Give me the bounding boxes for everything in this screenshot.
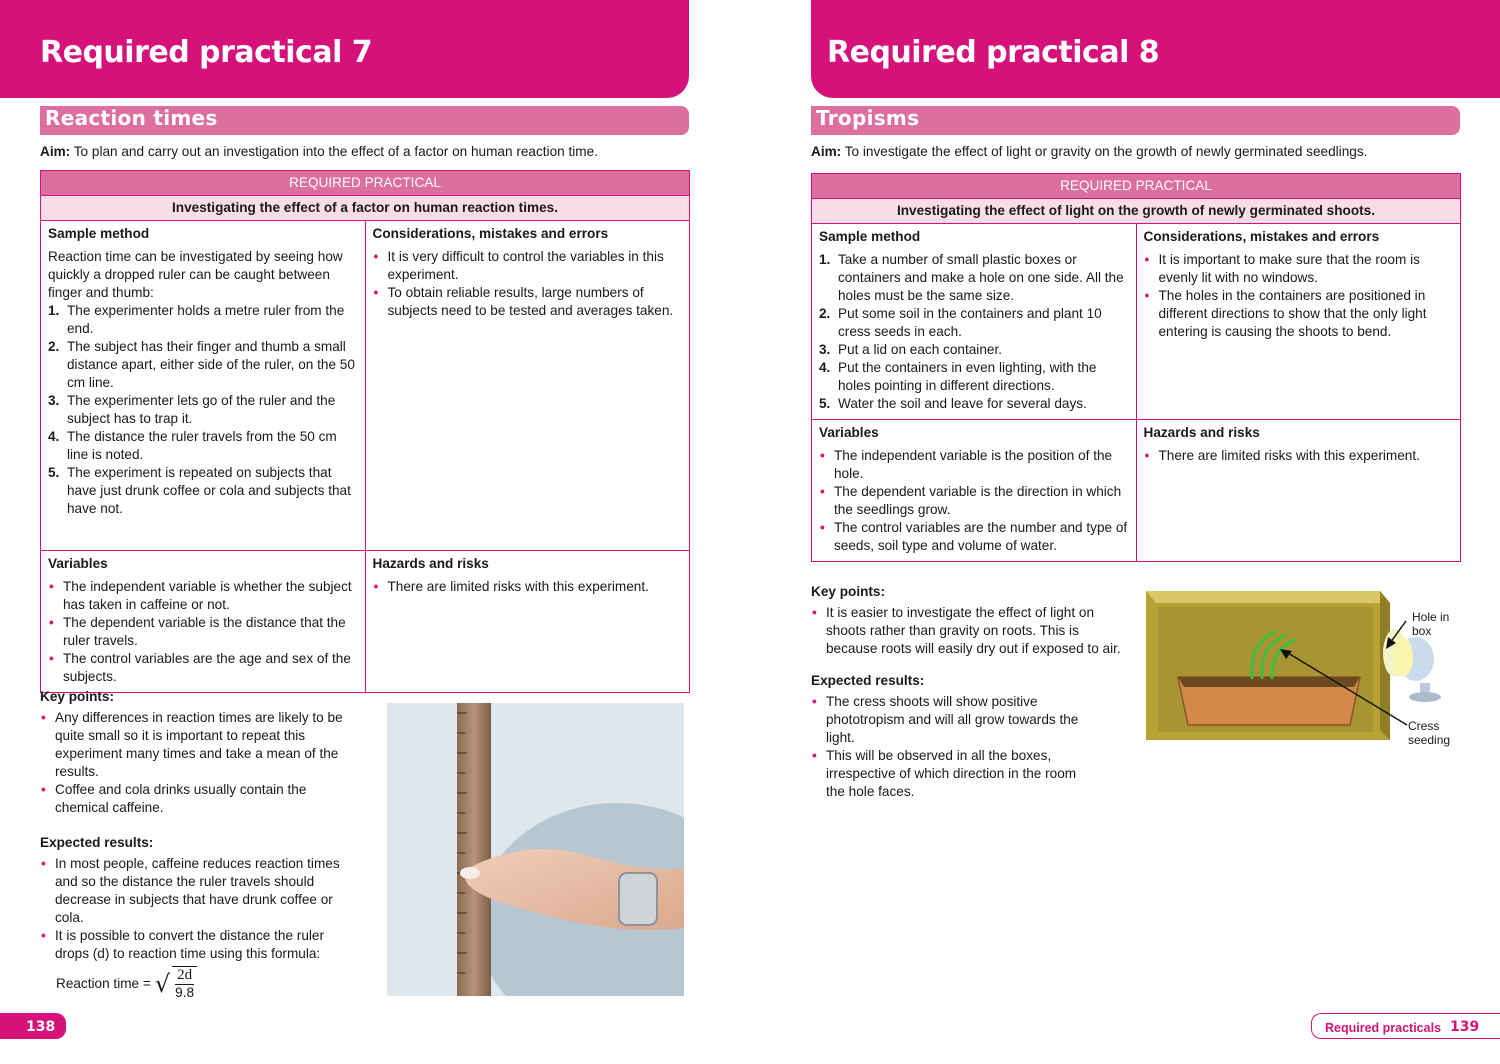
expected-title: Expected results: [811,673,925,688]
expected-results-right [811,672,1091,801]
key-points-left [40,688,360,817]
label-line: seeding [1408,733,1451,747]
list-item: • The dependent variable is the distance that the ruler travels. [48,614,358,650]
label-line: box [1412,624,1432,638]
footer-label: Required practicals [1325,1021,1442,1035]
considerations-title: Considerations, mistakes and errors [372,226,609,241]
list-item: 1. The experimenter holds a metre ruler from the end. [48,303,345,336]
box-light-seedlings-diagram [1140,585,1470,760]
method-steps [819,251,1129,413]
table-subheader: Investigating the effect of a factor on human reaction times. [41,196,690,221]
list-item: • There are limited risks with this experiment. [1144,447,1454,465]
list-item: 3. Put a lid on each container. [819,342,1002,357]
list-item: • Coffee and cola drinks usually contain the chemical caffeine. [40,781,360,817]
formula-denominator: 9.8 [175,985,195,1000]
hazards-list [373,578,683,596]
list-item: • The control variables are the number and type of seeds, soil type and volume of water. [819,519,1129,555]
square-root-symbol: √ [154,969,171,998]
section-title-left: Reaction times [45,106,218,130]
method-title: Sample method [48,226,150,241]
required-practical-table-right [811,173,1461,562]
hazards-title: Hazards and risks [372,556,489,571]
list-item: • In most people, caffeine reduces reaction times and so the distance the ruler travels should decrease in subjects that have drunk coffee or cola. [40,855,360,927]
list-item: 4. Put the containers in even lighting, with the holes pointing in different directions. [819,360,1097,393]
aim-left [40,143,598,161]
banner-right [811,0,1500,98]
list-item: 1. Take a number of small plastic boxes or containers and make a hole on one side. All the holes must be the same size. [819,252,1124,303]
list-item: • It is possible to convert the distance the ruler drops (d) to reaction time using this formula: [40,927,360,963]
formula-label: Reaction time = [56,975,151,991]
section-title-bar-right [811,106,1460,135]
formula-numerator: 2d [177,967,193,983]
reaction-time-formula [56,966,197,1001]
footer-right [1311,1013,1500,1039]
variables-list [48,578,358,686]
key-points-list [811,604,1131,658]
label-cress-seeding [1408,719,1450,747]
hazards-cell [1136,420,1461,562]
list-item: 5. Water the soil and leave for several days. [819,396,1087,411]
label-hole-in-box [1412,610,1449,638]
list-item: • The dependent variable is the direction in which the seedlings grow. [819,483,1129,519]
expected-results-left [40,834,360,963]
method-title: Sample method [819,229,921,244]
considerations-list [1144,251,1454,341]
page-number-right: 139 [1450,1019,1480,1035]
expected-list [811,693,1091,801]
banner-left [0,0,689,98]
page-title-left: Required practical 7 [40,35,373,70]
key-points-title: Key points: [811,584,886,599]
list-item: • There are limited risks with this experiment. [373,578,683,596]
required-practical-table-left [40,170,690,693]
considerations-cell [1136,224,1461,420]
list-item: 5. The experiment is repeated on subjects that have just drunk coffee or cola and subjects that have not. [48,465,351,516]
list-item: 2. The subject has their finger and thumb a small distance apart, either side of the ruler, on the 50 cm line. [48,339,355,390]
label-line: Cress [1408,719,1440,733]
aim-right [811,143,1367,161]
list-item: • The cress shoots will show positive phototropism and will all grow towards the light. [811,693,1091,747]
list-item: • The independent variable is whether the subject has taken in caffeine or not. [48,578,358,614]
table-subheader: Investigating the effect of light on the growth of newly germinated shoots. [812,199,1461,224]
variables-list [819,447,1129,555]
list-item: • This will be observed in all the boxes, irrespective of which direction in the room the hole faces. [811,747,1091,801]
aim-label: Aim: [811,144,842,159]
hazards-cell [365,551,690,693]
considerations-list [373,248,683,320]
aim-label: Aim: [40,144,71,159]
list-item: 3. The experimenter lets go of the ruler and the subject has to trap it. [48,393,336,426]
method-steps [48,302,358,518]
hazards-list [1144,447,1454,465]
page-title-right: Required practical 8 [827,35,1160,70]
variables-cell [812,420,1137,562]
expected-title: Expected results: [40,835,154,850]
table-header: REQUIRED PRACTICAL [41,171,690,196]
page-number-left [0,1013,66,1039]
list-item: • Any differences in reaction times are likely to be quite small so it is important to repeat this experiment many times and take a mean of the results. [40,709,360,781]
page-number-text: 138 [26,1019,56,1035]
method-cell [41,221,366,551]
label-line: Hole in [1412,610,1450,624]
aim-text: To plan and carry out an investigation into the effect of a factor on human reaction time. [70,144,598,159]
list-item: • To obtain reliable results, large numbers of subjects need to be tested and averages taken. [373,284,683,320]
formula-fraction [172,966,197,1001]
list-item: • It is important to make sure that the room is evenly lit with no windows. [1144,251,1454,287]
aim-text: To investigate the effect of light or gravity on the growth of newly germinated seedlings. [841,144,1368,159]
section-title-bar-left [40,106,689,135]
section-title-right: Tropisms [816,106,920,130]
list-item: • The holes in the containers are positioned in different directions to show that the only light entering is causing the shoots to bend. [1144,287,1454,341]
key-points-right [811,583,1131,658]
method-cell [812,224,1137,420]
list-item: • It is very difficult to control the variables in this experiment. [373,248,683,284]
list-item: • The independent variable is the position of the hole. [819,447,1129,483]
table-header: REQUIRED PRACTICAL [812,174,1461,199]
key-points-list [40,709,360,817]
key-points-title: Key points: [40,689,115,704]
list-item: 4. The distance the ruler travels from the 50 cm line is noted. [48,429,337,462]
variables-title: Variables [819,425,879,440]
method-intro: Reaction time can be investigated by seeing how quickly a dropped ruler can be caught between finger and thumb: [48,249,343,300]
considerations-cell [365,221,690,551]
considerations-title: Considerations, mistakes and errors [1143,229,1380,244]
expected-list [40,855,360,963]
list-item: 2. Put some soil in the containers and plant 10 cress seeds in each. [819,306,1102,339]
hazards-title: Hazards and risks [1143,425,1260,440]
ruler-catch-photo [387,703,684,996]
list-item: • The control variables are the age and sex of the subjects. [48,650,358,686]
list-item: • It is easier to investigate the effect of light on shoots rather than gravity on roots. This is because roots will easily dry out if exposed to air. [811,604,1131,658]
variables-cell [41,551,366,693]
variables-title: Variables [48,556,108,571]
